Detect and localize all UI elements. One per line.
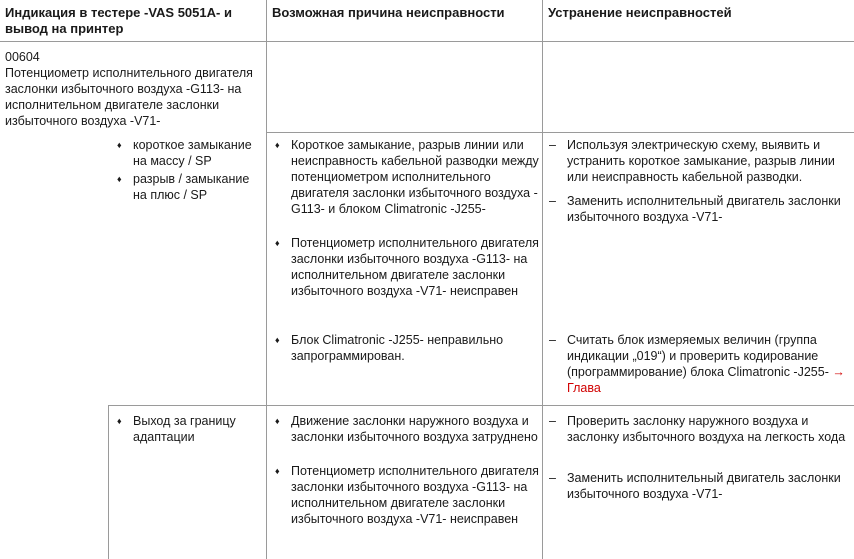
bullet-icon: ♦	[117, 416, 122, 426]
row-divider-2	[108, 405, 854, 406]
header-remedy: Устранение неисправностей	[548, 5, 732, 20]
bullet-icon: ♦	[117, 174, 122, 184]
remedy-replace-motor: Заменить исполнительный двигатель заслонки избыточного воздуха -V71-	[567, 194, 841, 224]
header-indication: Индикация в тестере -VAS 5051A- и вывод на принтер	[5, 5, 232, 36]
cause-climatronic-misprogrammed: Блок Climatronic -J255- неправильно запрограммирован.	[291, 333, 504, 363]
fault-description: Потенциометр исполнительного двигателя заслонки избыточного воздуха -G113- на исполнительном двигателе заслонки избыточного воздуха -V71-	[5, 66, 253, 128]
remedy-replace-motor-2: Заменить исполнительный двигатель заслонки избыточного воздуха -V71-	[567, 471, 841, 501]
symptom-open-to-plus: разрыв / замыкание на плюс / SP	[133, 172, 250, 202]
header-possible-cause: Возможная причина неисправности	[272, 5, 505, 20]
dash-marker: –	[549, 414, 556, 428]
remedy-check-wiring: Используя электрическую схему, выявить и устранить короткое замыкание, разрыв линии или неисправность кабельной разводки.	[567, 138, 835, 184]
row-divider-1	[266, 132, 854, 133]
cause-potentiometer-faulty-2: Потенциометр исполнительного двигателя заслонки избыточного воздуха -G113- на исполнительном двигателе заслонки избыточного воздуха -V71- неисправен	[291, 464, 539, 526]
bullet-icon: ♦	[275, 416, 280, 426]
cause-flap-movement-stiff: Движение заслонки наружного воздуха и заслонки избыточного воздуха затруднено	[291, 414, 538, 444]
bullet-icon: ♦	[275, 238, 280, 248]
remedy-read-measuring-block	[567, 332, 851, 396]
remedy-read-measuring-block-text: Считать блок измеряемых величин (группа индикации „019“) и проверить кодирование (программирование) блока Climatronic -J255-	[567, 333, 829, 379]
column-divider-2	[542, 0, 543, 559]
dash-marker: –	[549, 138, 556, 152]
column-divider-1	[266, 0, 267, 559]
header-divider	[0, 41, 854, 42]
symptom-adaptation-limit: Выход за границу адаптации	[133, 414, 236, 444]
cause-potentiometer-faulty: Потенциометр исполнительного двигателя заслонки избыточного воздуха -G113- на исполнительном двигателе заслонки избыточного воздуха -V71- неисправен	[291, 236, 539, 298]
dash-marker: –	[549, 194, 556, 208]
bullet-icon: ♦	[275, 140, 280, 150]
bullet-icon: ♦	[117, 140, 122, 150]
chapter-link[interactable]: → Глава	[567, 365, 845, 395]
remedy-check-flaps: Проверить заслонку наружного воздуха и заслонку избыточного воздуха на легкость хода	[567, 414, 846, 444]
dash-marker: –	[549, 471, 556, 485]
bullet-icon: ♦	[275, 335, 280, 345]
fault-code: 00604	[5, 50, 40, 64]
cause-wiring-fault: Короткое замыкание, разрыв линии или неисправность кабельной разводки между потенциометром исполнительного двигателя заслонки избыточного воздуха -G113- и блоком Climatronic -J255-	[291, 138, 539, 216]
subrow-divider	[108, 405, 109, 559]
symptom-short-to-ground: короткое замыкание на массу / SP	[133, 138, 252, 168]
bullet-icon: ♦	[275, 466, 280, 476]
dash-marker: –	[549, 333, 556, 347]
